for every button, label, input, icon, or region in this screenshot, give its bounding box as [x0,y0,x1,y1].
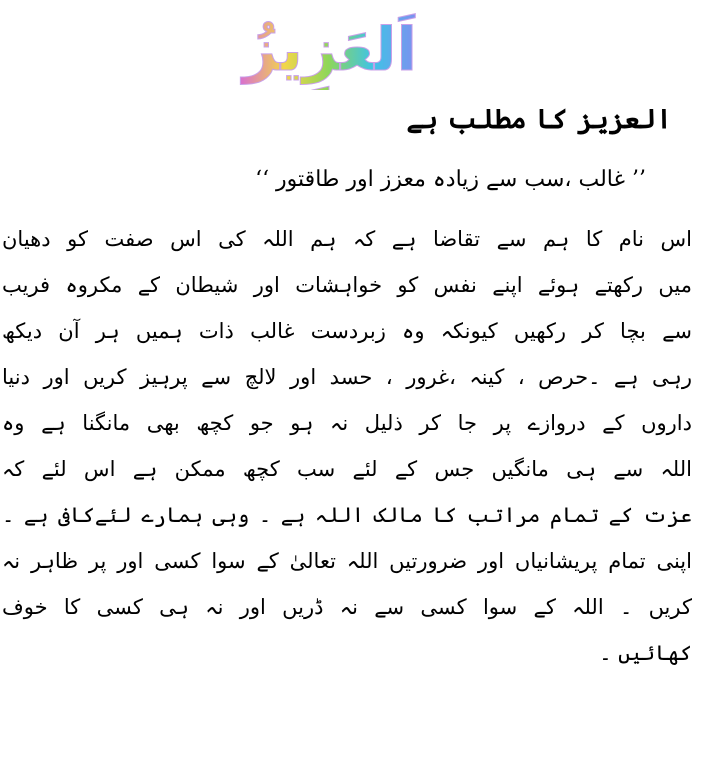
paragraph-line: کھائیں ۔ [599,641,692,665]
paragraph-line: رہی ہے ۔حرص ، کینہ ،غرور ، حسد اور لالچ سے پرہیز کریں اور دنیا [2,365,692,389]
calligraphy-logo [200,6,460,90]
paragraph-line: عزت کے تمام مراتب کا مالک اللہ ہے ۔ وہی ہمارے لئےکافی ہے ۔ [2,503,692,527]
logo-text: اَلعَزِیزُ [242,15,418,85]
paragraph-line: سے بچا کر رکھیں کیونکہ وہ زبردست غالب ذات ہمیں ہر آن دیکھ [2,319,692,343]
paragraph-line: اس نام کا ہم سے تقاضا ہے کہ ہم اللہ کی اس صفت کو دھیان [2,227,692,251]
page-title: العزیز کا مطلب ہے [406,104,672,135]
calligraphy-logo-graphic [200,6,460,90]
paragraph-line: میں رکھتے ہوئے اپنے نفس کو خواہشات اور شیطان کے مکروہ فریب [2,273,692,297]
paragraph-line: اپنی تمام پریشانیاں اور ضرورتیں اللہ تعالیٰ کے سوا کسی اور پر ظاہر نہ [2,549,692,573]
meaning-quote: ’’ غالب ،سب سے زیادہ معزز اور طاقتور ‘‘ [255,167,646,192]
paragraph-line: داروں کے دروازے پر جا کر ذلیل نہ ہو جو کچھ بھی مانگنا ہے وہ [2,411,692,435]
body-paragraph [2,216,692,676]
paragraph-line: کریں ۔ اللہ کے سوا کسی سے نہ ڈریں اور نہ ہی کسی کا خوف [2,595,692,619]
paragraph-line: اللہ سے ہی مانگیں جس کے لئے سب کچھ ممکن ہے اس لئے کہ [2,457,692,481]
